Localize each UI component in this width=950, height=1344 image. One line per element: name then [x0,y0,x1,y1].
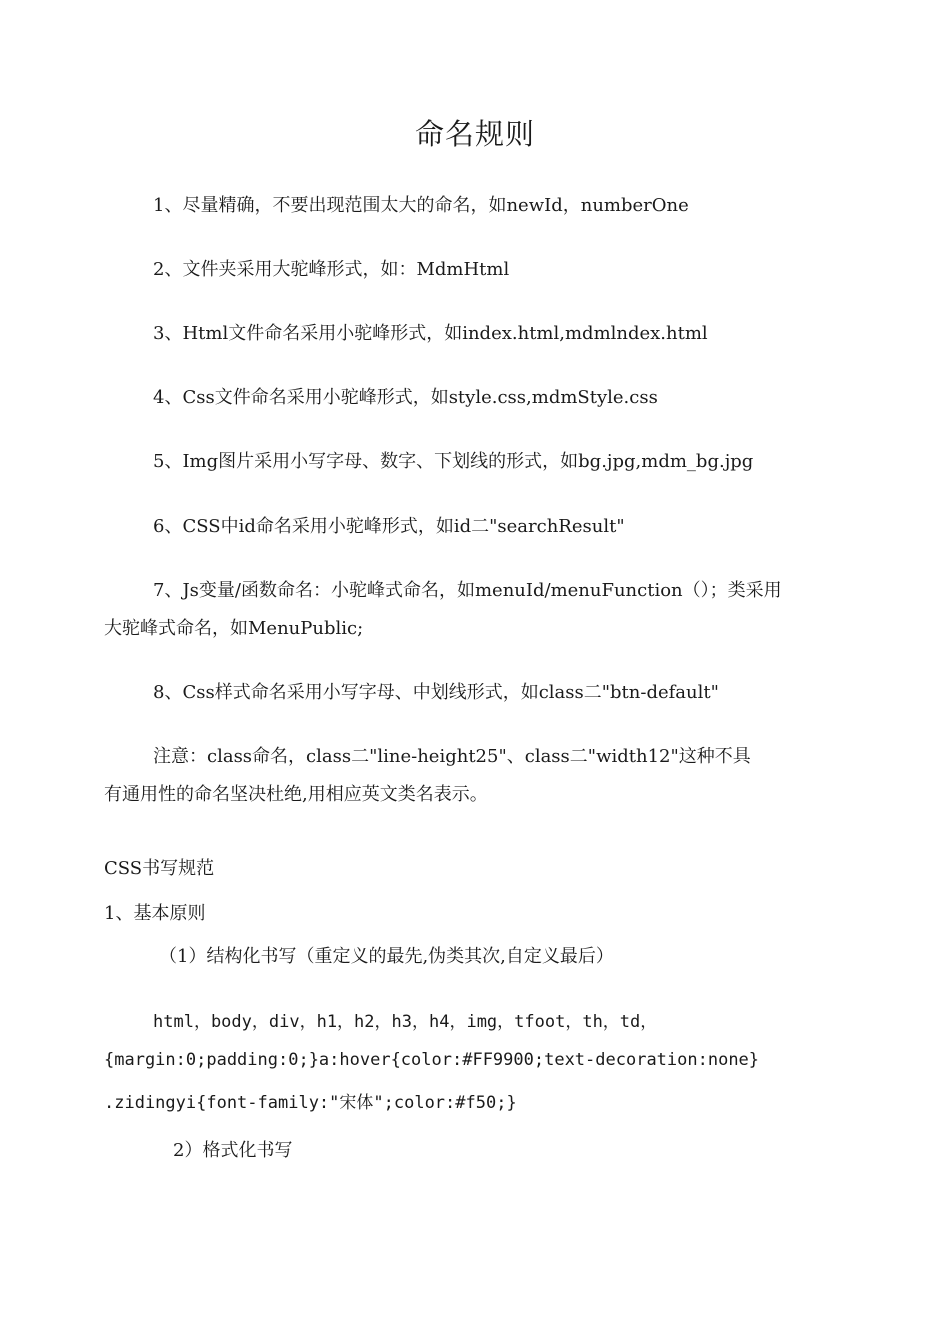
rule-5: 5、Img图片采用小写字母、数字、下划线的形式，如bg.jpg,mdm_bg.jpg [153,451,754,472]
code-line-3: .zidingyi{font-family:"宋体";color:#f50;} [104,1093,517,1113]
structured-writing-item: （1）结构化书写（重定义的最先,伪类其次,自定义最后） [159,946,614,967]
formatted-writing-item: 2）格式化书写 [173,1140,293,1161]
rule-1: 1、尽量精确，不要出现范围太大的命名，如newId，numberOne [153,195,689,216]
code-line-1: html，body，div，h1，h2，h3，h4，img，tfoot，th，td， [153,1012,658,1032]
rule-4: 4、Css文件命名采用小驼峰形式，如style.css,mdmStyle.css [153,387,658,408]
rule-2: 2、文件夹采用大驼峰形式，如：MdmHtml [153,259,510,280]
rule-7-continued: 大驼峰式命名，如MenuPublic; [104,618,364,639]
section-heading: CSS书写规范 [104,858,215,879]
note-line-2: 有通用性的命名坚决杜绝,用相应英文类名表示。 [104,784,488,805]
subsection-heading: 1、基本原则 [104,903,206,924]
note-line-1: 注意：class命名，class二"line-height25"、class二"width12"这种不具 [153,746,751,767]
code-line-2: {margin:0;padding:0;}a:hover{color:#FF9900;text-decoration:none} [104,1050,760,1070]
rule-8: 8、Css样式命名采用小写字母、中划线形式，如class二"btn-default" [153,682,719,703]
rule-3: 3、Html文件命名采用小驼峰形式，如index.html,mdmlndex.html [153,323,708,344]
rule-6: 6、CSS中id命名采用小驼峰形式，如id二"searchResult" [153,516,625,537]
page-title: 命名规则 [414,117,535,151]
rule-7: 7、Js变量/函数命名：小驼峰式命名，如menuId/menuFunction（）；类采用 [153,580,782,601]
